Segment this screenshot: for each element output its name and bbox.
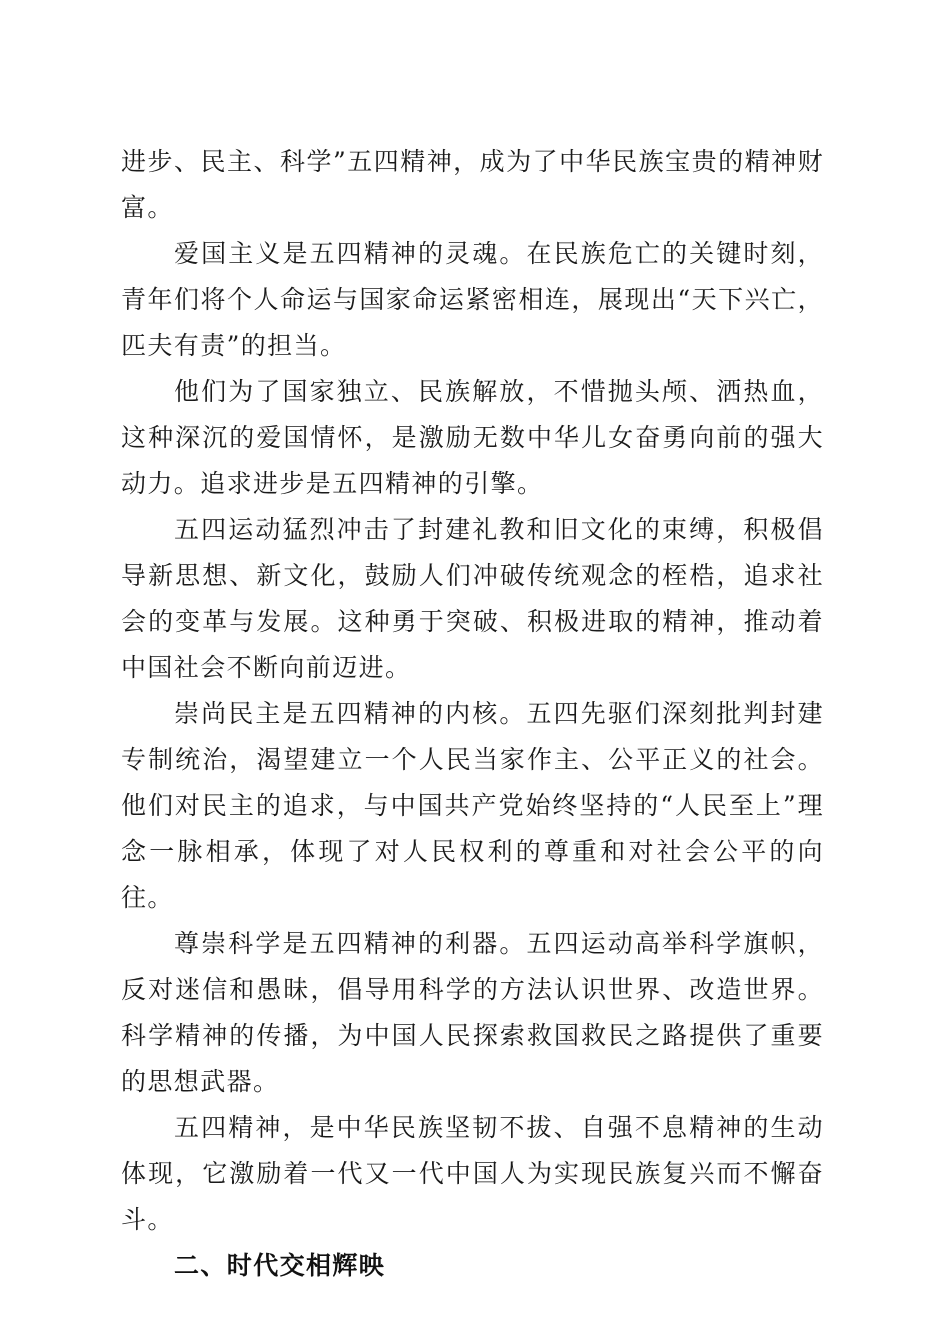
paragraph-democracy: 崇尚民主是五四精神的内核。五四先驱们深刻批判封建专制统治，渴望建立一个人民当家作主、公平正义的社会。他们对民主的追求，与中国共产党始终坚持的“人民至上”理念一脉相承，体现了对人民权利的尊重和对社会公平的向往。 <box>121 699 824 912</box>
section-heading: 二、时代交相辉映 <box>174 1251 386 1280</box>
paragraph-summary: 五四精神，是中华民族坚韧不拔、自强不息精神的生动体现，它激励着一代又一代中国人为实现民族复兴而不懈奋斗。 <box>121 1113 824 1234</box>
document-body <box>121 139 824 1289</box>
paragraph-patriotism: 爱国主义是五四精神的灵魂。在民族危亡的关键时刻，青年们将个人命运与国家命运紧密相连，展现出“天下兴亡，匹夫有责”的担当。 <box>121 239 824 360</box>
paragraph-continuation: 进步、民主、科学”五四精神，成为了中华民族宝贵的精神财富。 <box>121 147 824 222</box>
paragraph-progress: 五四运动猛烈冲击了封建礼教和旧文化的束缚，积极倡导新思想、新文化，鼓励人们冲破传统观念的桎梏，追求社会的变革与发展。这种勇于突破、积极进取的精神，推动着中国社会不断向前迈进。 <box>121 515 824 682</box>
paragraph-sacrifice: 他们为了国家独立、民族解放，不惜抛头颅、洒热血，这种深沉的爱国情怀，是激励无数中华儿女奋勇向前的强大动力。追求进步是五四精神的引擎。 <box>121 377 824 498</box>
paragraph-science: 尊崇科学是五四精神的利器。五四运动高举科学旗帜，反对迷信和愚昧，倡导用科学的方法认识世界、改造世界。科学精神的传播，为中国人民探索救国救民之路提供了重要的思想武器。 <box>121 929 824 1096</box>
